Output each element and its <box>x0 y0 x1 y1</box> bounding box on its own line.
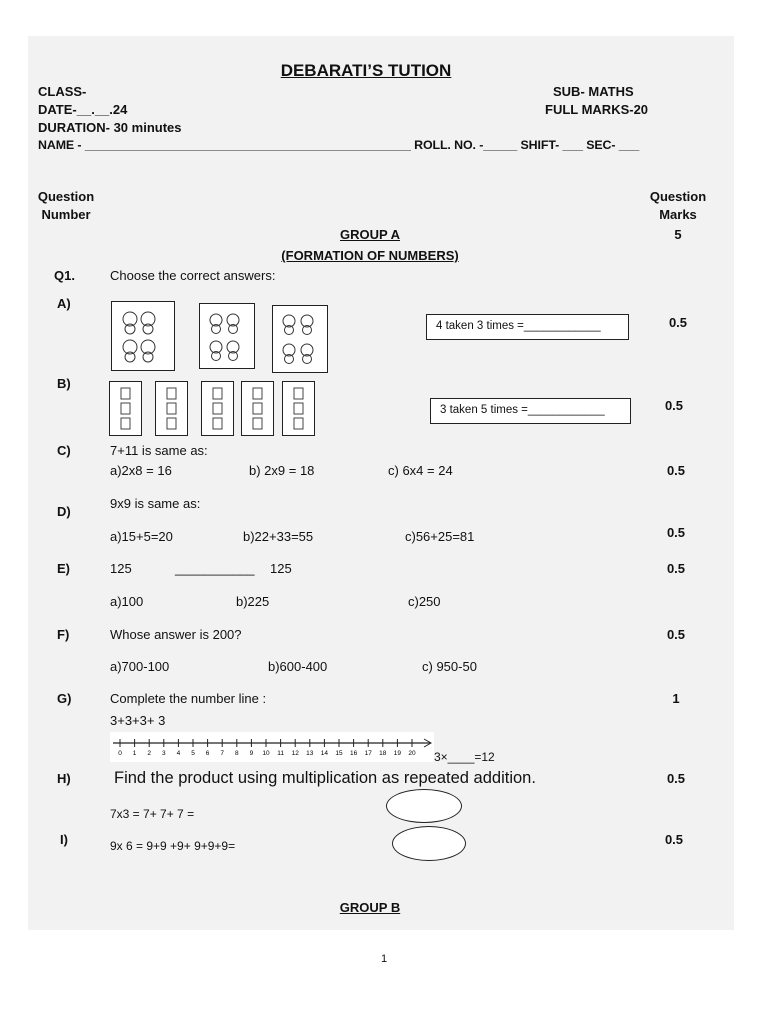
item-h-answer-oval[interactable] <box>386 789 462 823</box>
number-line-tick-label: 5 <box>191 750 195 757</box>
toy-icon <box>283 382 314 435</box>
item-f-marks: 0.5 <box>666 627 686 642</box>
number-line-tick-label: 1 <box>132 750 137 757</box>
item-c-question: 7+11 is same as: <box>110 443 208 458</box>
number-line-tick-label: 20 <box>408 750 416 757</box>
duck-icon <box>200 304 254 368</box>
item-e-blank[interactable]: ___________ <box>175 561 255 576</box>
toy-icon <box>242 382 273 435</box>
question-number-header-1: Question <box>37 189 95 204</box>
number-line-tick-label: 6 <box>205 750 210 757</box>
number-line-tick-label: 0 <box>118 750 122 757</box>
number-line-tick-label: 17 <box>364 750 372 757</box>
item-d-option-a[interactable]: a)15+5=20 <box>110 529 173 544</box>
item-c-option-b[interactable]: b) 2x9 = 18 <box>249 463 315 478</box>
toy-group-2 <box>155 381 188 436</box>
item-d-option-b[interactable]: b)22+33=55 <box>243 529 314 544</box>
item-e-right-number: 125 <box>270 561 292 576</box>
number-line-tick-label: 12 <box>291 750 299 757</box>
name-roll-line: NAME - ________________________________________________ ROLL. NO. -_____ SHIFT- ___ SEC- ___ <box>38 138 640 152</box>
page-number: 1 <box>380 953 388 965</box>
item-h-marks: 0.5 <box>666 771 686 786</box>
duck-icon <box>112 302 174 370</box>
number-line-tick-label: 9 <box>249 750 254 757</box>
q1-number: Q1. <box>54 268 75 283</box>
item-b-label: B) <box>57 376 71 391</box>
item-f-option-c[interactable]: c) 950-50 <box>422 659 477 674</box>
item-f-option-b[interactable]: b)600-400 <box>268 659 328 674</box>
number-line-tick-label: 4 <box>176 750 181 757</box>
item-c-label: C) <box>57 443 71 458</box>
item-b-answer-box[interactable]: 3 taken 5 times =____________ <box>430 398 631 424</box>
item-i-label: I) <box>60 832 68 847</box>
number-line-tick-label: 3 <box>161 750 166 757</box>
question-number-header-2: Number <box>41 207 91 222</box>
group-a-subtitle: (FORMATION OF NUMBERS) <box>281 248 459 263</box>
toy-icon <box>110 382 141 435</box>
toy-icon <box>156 382 187 435</box>
item-e-marks: 0.5 <box>666 561 686 576</box>
item-g-question: Complete the number line : <box>110 691 267 706</box>
item-e-left-number: 125 <box>110 561 132 576</box>
item-g-label: G) <box>57 691 72 706</box>
item-i-line: 9x 6 = 9+9 +9+ 9+9+9= <box>110 839 236 853</box>
item-d-marks: 0.5 <box>666 525 686 540</box>
item-e-option-c[interactable]: c)250 <box>408 594 441 609</box>
item-g-marks: 1 <box>672 691 680 706</box>
item-d-label: D) <box>57 504 71 519</box>
number-line-tick-label: 14 <box>320 750 329 757</box>
item-a-label: A) <box>57 296 71 311</box>
number-line-tick-label: 11 <box>277 750 284 757</box>
group-a-title: GROUP A <box>340 227 400 242</box>
duration-label: DURATION- 30 minutes <box>38 120 182 135</box>
group-a-marks: 5 <box>674 227 682 242</box>
worksheet-page <box>28 36 734 930</box>
item-c-option-c[interactable]: c) 6x4 = 24 <box>388 463 453 478</box>
class-label: CLASS- <box>38 84 87 99</box>
toy-group-3 <box>201 381 234 436</box>
item-e-label: E) <box>57 561 70 576</box>
toy-group-4 <box>241 381 274 436</box>
question-marks-header-2: Marks <box>659 207 697 222</box>
question-marks-header-1: Question <box>649 189 707 204</box>
duck-group-3 <box>272 305 328 373</box>
item-d-option-c[interactable]: c)56+25=81 <box>405 529 475 544</box>
item-h-question: Find the product using multiplication as repeated addition. <box>114 769 536 787</box>
duck-group-2 <box>199 303 255 369</box>
number-line-tick-label: 13 <box>306 750 314 757</box>
subject-label: SUB- MATHS <box>553 84 634 99</box>
number-line-tick-label: 18 <box>379 750 387 757</box>
item-a-marks: 0.5 <box>668 315 688 330</box>
item-g-sum: 3+3+3+ 3 <box>110 713 166 728</box>
item-h-line: 7x3 = 7+ 7+ 7 = <box>110 807 195 821</box>
item-e-option-a[interactable]: a)100 <box>110 594 144 609</box>
item-e-option-b[interactable]: b)225 <box>236 594 270 609</box>
number-line-tick-label: 7 <box>220 750 225 757</box>
item-i-answer-oval[interactable] <box>392 826 466 861</box>
item-g-answer[interactable]: 3×____=12 <box>434 750 495 764</box>
date-label: DATE-__.__.24 <box>38 102 128 117</box>
q1-instruction: Choose the correct answers: <box>110 268 276 283</box>
item-h-label: H) <box>57 771 71 786</box>
item-b-marks: 0.5 <box>664 398 684 413</box>
number-line-tick-label: 8 <box>234 750 239 757</box>
full-marks-label: FULL MARKS-20 <box>545 102 649 117</box>
toy-icon <box>202 382 233 435</box>
item-i-marks: 0.5 <box>664 832 684 847</box>
number-line <box>110 732 434 762</box>
item-c-marks: 0.5 <box>666 463 686 478</box>
toy-group-1 <box>109 381 142 436</box>
group-b-title: GROUP B <box>339 900 401 915</box>
item-c-option-a[interactable]: a)2x8 = 16 <box>110 463 172 478</box>
number-line-tick-label: 15 <box>335 750 343 757</box>
duck-group-1 <box>111 301 175 371</box>
number-line-tick-label: 19 <box>393 750 402 757</box>
number-line-graphic <box>110 732 434 762</box>
item-a-answer-box[interactable]: 4 taken 3 times =____________ <box>426 314 629 340</box>
toy-group-5 <box>282 381 315 436</box>
number-line-tick-label: 16 <box>349 750 358 757</box>
number-line-tick-label: 10 <box>262 750 270 757</box>
item-f-label: F) <box>57 627 70 642</box>
duck-icon <box>273 306 327 372</box>
item-d-question: 9x9 is same as: <box>110 496 201 511</box>
worksheet-title: DEBARATI’S TUTION <box>280 61 452 80</box>
item-f-option-a[interactable]: a)700-100 <box>110 659 170 674</box>
number-line-tick-label: 2 <box>147 750 152 757</box>
item-f-question: Whose answer is 200? <box>110 627 242 642</box>
